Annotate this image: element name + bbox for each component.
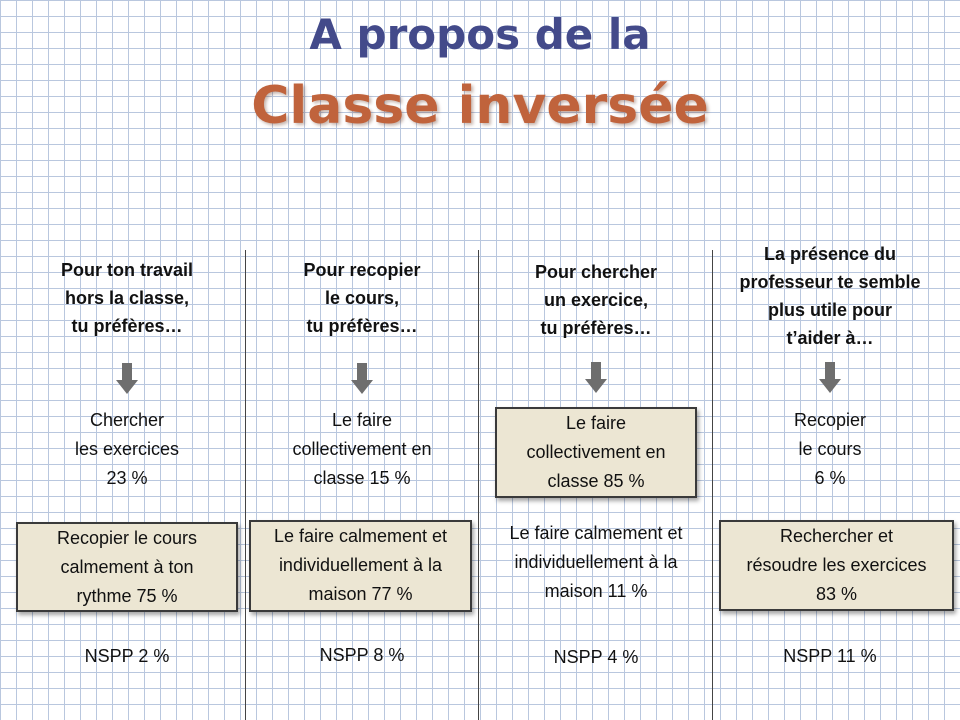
nspp-text: NSPP 11 % (783, 646, 877, 666)
arrow-down-icon (351, 363, 373, 395)
answer-top: Recopier le cours 6 % (793, 410, 867, 488)
survey-column-2 (244, 0, 480, 720)
answer-top: Le faire collectivement en classe 15 % (292, 410, 432, 488)
nspp-text: NSPP 8 % (319, 645, 405, 665)
arrow-down-icon (819, 362, 841, 394)
question-text: Pour ton travail hors la classe, tu préfères… (60, 260, 194, 336)
title-line-2: Classe inversée (251, 76, 709, 136)
nspp-text: NSPP 2 % (84, 646, 170, 666)
answer-top: Chercher les exercices 23 % (74, 410, 180, 488)
arrow-down-icon (116, 363, 138, 395)
arrow-down-icon (585, 362, 607, 394)
answer-bottom-highlighted: Rechercher et résoudre les exercices 83 % (719, 520, 954, 611)
question-text: La présence du professeur te semble plus utile pour t’aider à… (739, 244, 921, 348)
title-line-1: A propos de la (309, 10, 651, 59)
question-text: Pour recopier le cours, tu préfères… (303, 260, 421, 336)
survey-column-3 (478, 0, 714, 720)
answer-bottom-highlighted: Le faire calmement et individuellement à la maison 77 % (249, 520, 472, 612)
survey-column-4 (712, 0, 948, 720)
nspp-text: NSPP 4 % (553, 647, 639, 667)
question-text: Pour chercher un exercice, tu préfères… (534, 262, 658, 338)
answer-bottom-highlighted: Recopier le cours calmement à ton rythme 75 % (16, 522, 238, 612)
answer-bottom: Le faire calmement et individuellement à la maison 11 % (509, 523, 683, 601)
answer-top-highlighted: Le faire collectivement en classe 85 % (495, 407, 697, 498)
survey-column-1 (9, 0, 245, 720)
